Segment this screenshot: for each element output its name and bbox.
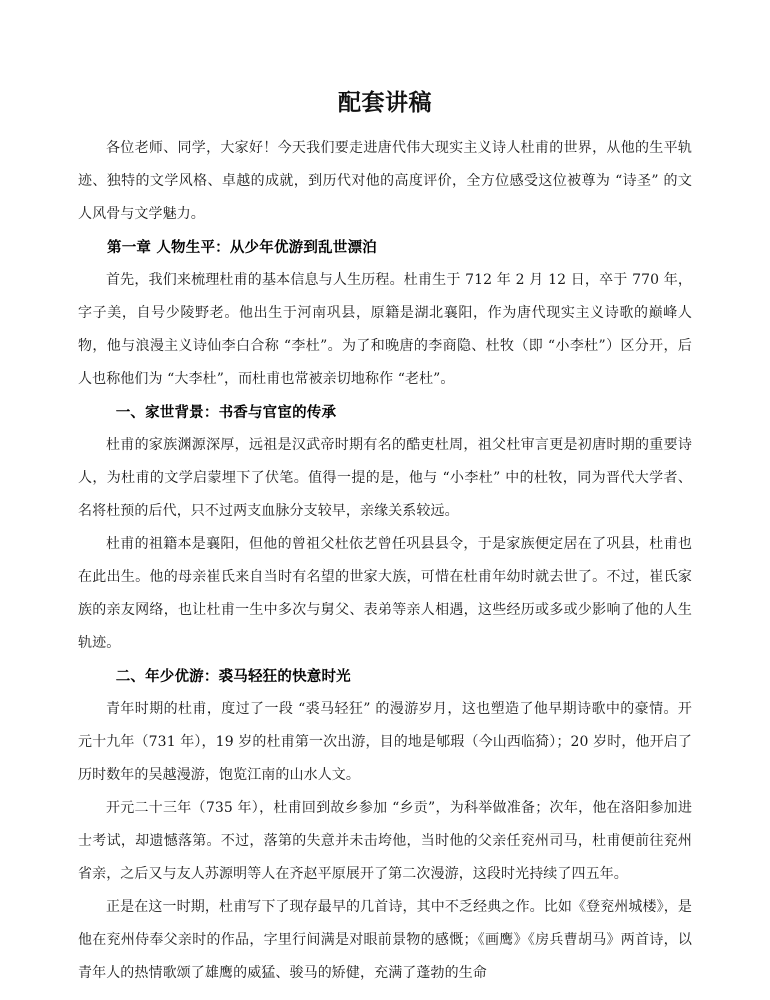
document-body <box>78 132 692 990</box>
early-poems-paragraph: 正是在这一时期，杜甫写下了现存最早的几首诗，其中不乏经典之作。比如《登兖州城楼》，是他在兖州侍奉父亲时的作品，字里行间满是对眼前景物的感慨；《画鹰》《房兵曹胡马》两首诗，以青年人的热情歌颂了雄鹰的威猛、骏马的矫健，充满了蓬勃的生命 <box>78 899 692 982</box>
page-title: 配套讲稿 <box>338 89 432 116</box>
youth-travel-paragraph: 青年时期的杜甫，度过了一段 “裘马轻狂” 的漫游岁月，这也塑造了他早期诗歌中的豪情。开元十九年（731 年），19 岁的杜甫第一次出游，目的地是郇瑕（今山西临猗）；20 岁时，他开启了历时数年的吴越漫游，饱览江南的山水人文。 <box>78 701 692 784</box>
intro-paragraph: 各位老师、同学，大家好！今天我们要走进唐代伟大现实主义诗人杜甫的世界，从他的生平轨迹、独特的文学风格、卓越的成就，到历代对他的高度评价，全方位感受这位被尊为 “诗圣” 的文人风骨与文学魅力。 <box>78 140 692 223</box>
chapter-1-heading: 第一章 人物生平：从少年优游到乱世漂泊 <box>107 239 377 257</box>
section-1-heading: 一、家世背景：书香与官宦的传承 <box>115 404 337 422</box>
biography-overview-paragraph: 首先，我们来梳理杜甫的基本信息与人生历程。杜甫生于 712 年 2 月 12 日，卒于 770 年，字子美，自号少陵野老。他出生于河南巩县，原籍是湖北襄阳，作为唐代现实主义诗歌的巅峰人物，他与浪漫主义诗仙李白合称 “李杜”。为了和晚唐的李商隐、杜牧（即 “小李杜”）区分开，后人也称他们为 “大李杜”，而杜甫也常被亲切地称作 “老杜”。 <box>78 272 692 388</box>
family-residence-paragraph: 杜甫的祖籍本是襄阳，但他的曾祖父杜依艺曾任巩县县令，于是家族便定居在了巩县，杜甫也在此出生。他的母亲崔氏来自当时有名望的世家大族，可惜在杜甫年幼时就去世了。不过，崔氏家族的亲友网络，也让杜甫一生中多次与舅父、表弟等亲人相遇，这些经历或多或少影响了他的人生轨迹。 <box>78 536 692 652</box>
section-2-heading: 二、年少优游：裘马轻狂的快意时光 <box>115 668 351 686</box>
examination-paragraph: 开元二十三年（735 年），杜甫回到故乡参加 “乡贡”，为科举做准备；次年，他在洛阳参加进士考试，却遗憾落第。不过，落第的失意并未击垮他，当时他的父亲任兖州司马，杜甫便前往兖州省亲，之后又与友人苏源明等人在齐赵平原展开了第二次漫游，这段时光持续了四五年。 <box>78 800 692 883</box>
family-origin-paragraph: 杜甫的家族渊源深厚，远祖是汉武帝时期有名的酷吏杜周，祖父杜审言更是初唐时期的重要诗人，为杜甫的文学启蒙埋下了伏笔。值得一提的是，他与 “小李杜” 中的杜牧，同为晋代大学者、名将杜预的后代，只不过两支血脉分支较早，亲缘关系较远。 <box>78 437 692 520</box>
